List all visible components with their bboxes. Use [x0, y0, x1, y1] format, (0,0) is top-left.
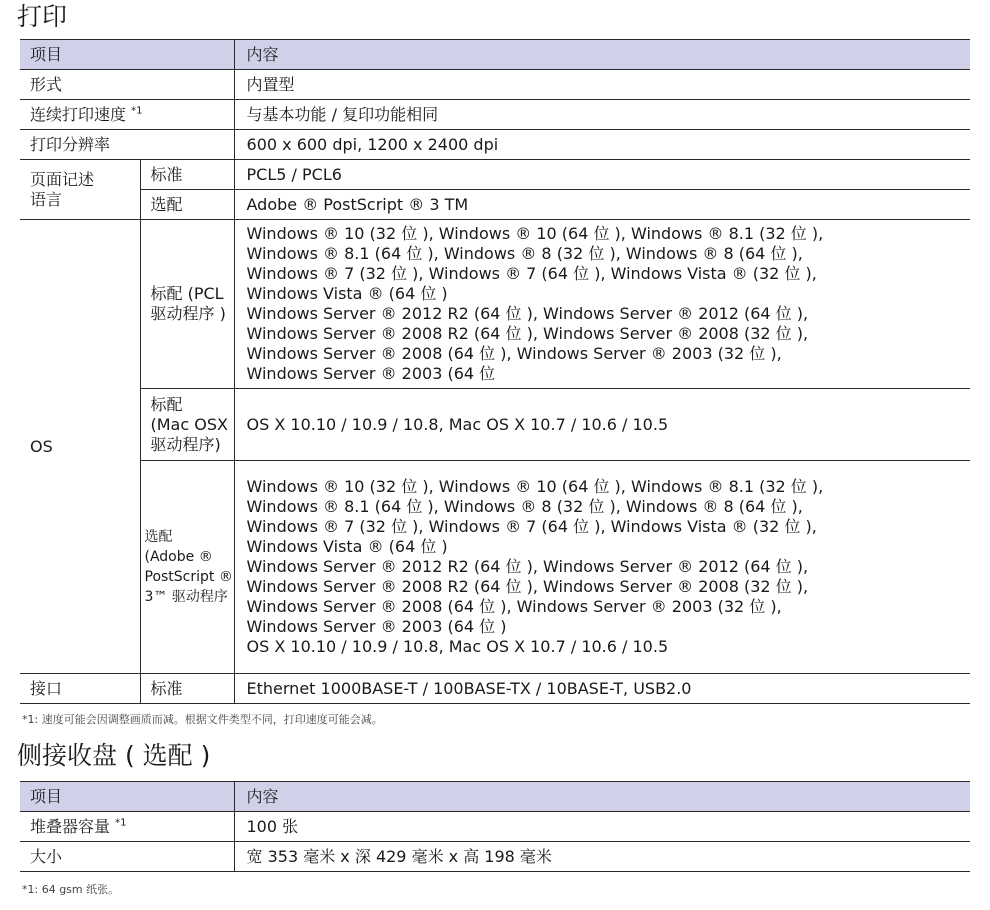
- row-label-capacity: 堆叠器容量 $^{*1}$: [20, 812, 234, 842]
- row-label-pdl: 页面记述 语言: [20, 160, 140, 220]
- row-value-speed: 与基本功能 / 复印功能相同: [234, 100, 970, 130]
- row-value-os-pcl: Windows ® 10 (32 位 ), Windows ® 10 (64 位 ), Windows ® 8.1 (32 位 ), Windows ® 8.1 (64 位 ), Windows ® 8 (32 位 ), Windows ® 8 (64 位 ), Windows ® 7 (32 位 ), Windows ® 7 (64 位 ), Windows Vista ® (32 位 ), Windows Vista ® (64 位 ) Windows Server ® 2012 R2 (64 位 ), Windows Server ® 2012 (64 位 ), Windows Server ® 2008 R2 (64 位 ), Windows Server ® 2008 (32 位 ), Windows Server ® 2008 (64 位 ), Windows Server ® 2003 (32 位 ), Windows Server ® 2003 (64 位: [234, 220, 970, 389]
- row-value-interface: Ethernet 1000BASE-T / 100BASE-TX / 10BASE-T, USB2.0: [234, 674, 970, 704]
- side-tray-section-title: 侧接收盘 ( 选配 ): [17, 741, 211, 770]
- footnote-marker: *1: [115, 817, 127, 829]
- table-row: [20, 461, 970, 674]
- table-row: [20, 100, 970, 130]
- row-sublabel-interface: 标准: [140, 674, 234, 704]
- table-row: [20, 70, 970, 100]
- row-sublabel-os-pcl: 标配 (PCL 驱动程序 ): [140, 220, 234, 389]
- table-row: [20, 160, 970, 190]
- row-value-os-mac: OS X 10.10 / 10.9 / 10.8, Mac OS X 10.7 / 10.6 / 10.5: [234, 389, 970, 461]
- row-label-form: 形式: [20, 70, 234, 100]
- row-value-capacity: 100 张: [234, 812, 970, 842]
- row-sublabel-pdl-standard: 标准: [140, 160, 234, 190]
- table-header-row: [20, 782, 970, 812]
- row-sublabel-pdl-option: 选配: [140, 190, 234, 220]
- header-item: 项目: [20, 40, 234, 70]
- row-value-os-ps: Windows ® 10 (32 位 ), Windows ® 10 (64 位 ), Windows ® 8.1 (32 位 ), Windows ® 8.1 (64 位 ), Windows ® 8 (32 位 ), Windows ® 8 (64 位 ), Windows ® 7 (32 位 ), Windows ® 7 (64 位 ), Windows Vista ® (32 位 ), Windows Vista ® (64 位 ) Windows Server ® 2012 R2 (64 位 ), Windows Server ® 2012 (64 位 ), Windows Server ® 2008 R2 (64 位 ), Windows Server ® 2008 (32 位 ), Windows Server ® 2008 (64 位 ), Windows Server ® 2003 (32 位 ), Windows Server ® 2003 (64 位 ) OS X 10.10 / 10.9 / 10.8, Mac OS X 10.7 / 10.6 / 10.5: [234, 461, 970, 674]
- row-value-pdl-standard: PCL5 / PCL6: [234, 160, 970, 190]
- table-row: [20, 190, 970, 220]
- header-item: 项目: [20, 782, 234, 812]
- row-value-size: 宽 353 毫米 x 深 429 毫米 x 高 198 毫米: [234, 842, 970, 872]
- side-tray-footnote: *1: 64 gsm 纸张。: [22, 883, 120, 896]
- row-label-speed: 连续打印速度 $^{*1}$: [20, 100, 234, 130]
- print-section-title: 打印: [17, 2, 68, 31]
- row-value-pdl-option: Adobe ® PostScript ® 3 TM: [234, 190, 970, 220]
- table-row: [20, 842, 970, 872]
- table-row: [20, 389, 970, 461]
- side-tray-spec-table: [20, 781, 970, 872]
- print-footnote: *1: 速度可能会因调整画质而减。根据文件类型不同，打印速度可能会减。: [22, 713, 383, 726]
- table-row: [20, 674, 970, 704]
- row-sublabel-os-mac: 标配 (Mac OSX 驱动程序): [140, 389, 234, 461]
- table-row: [20, 220, 970, 389]
- row-sublabel-os-ps: 选配 (Adobe ® PostScript ® 3™ 驱动程序: [140, 461, 234, 674]
- table-row: [20, 130, 970, 160]
- table-row: [20, 812, 970, 842]
- row-label-interface: 接口: [20, 674, 140, 704]
- row-label-size: 大小: [20, 842, 234, 872]
- print-spec-table: [20, 39, 970, 704]
- row-value-form: 内置型: [234, 70, 970, 100]
- header-content: 内容: [234, 782, 970, 812]
- header-content: 内容: [234, 40, 970, 70]
- table-header-row: [20, 40, 970, 70]
- footnote-marker: *1: [131, 105, 143, 117]
- row-label-resolution: 打印分辨率: [20, 130, 234, 160]
- row-label-os: OS: [20, 220, 140, 674]
- row-value-resolution: 600 x 600 dpi, 1200 x 2400 dpi: [234, 130, 970, 160]
